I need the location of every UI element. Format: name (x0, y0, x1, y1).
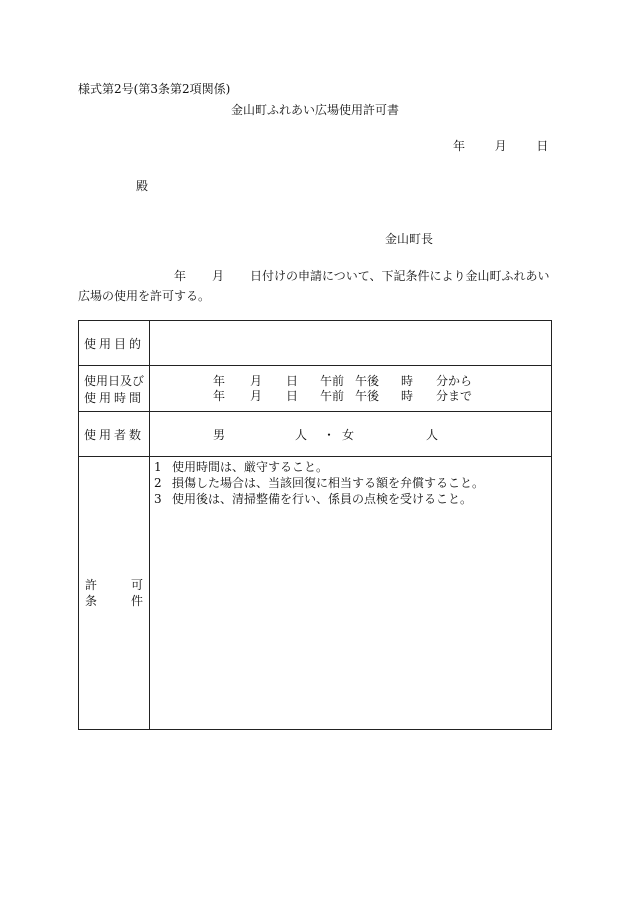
conditions-list (150, 457, 551, 507)
condition-number: 2 (154, 476, 162, 490)
datetime-label-line2: 使用時間 (83, 390, 144, 405)
conditions-label-line1 (85, 577, 143, 593)
conditions-label (79, 457, 150, 730)
users-value (150, 412, 552, 457)
datetime-to (150, 389, 551, 404)
from-year: 年 (213, 373, 226, 388)
purpose-value (150, 321, 552, 366)
issue-date (453, 137, 548, 154)
date-year: 年 (453, 139, 466, 153)
from-minute: 分から (436, 373, 473, 388)
body-text (78, 266, 554, 306)
date-month: 月 (494, 139, 507, 153)
body-month: 月 (212, 269, 225, 283)
condition-item (154, 459, 551, 475)
from-day: 日 (286, 373, 299, 388)
conditions-label-2b: 件 (130, 594, 143, 608)
from-hour: 時 (401, 373, 414, 388)
to-am: 午前 (320, 388, 345, 403)
from-pm: 午後 (355, 373, 380, 388)
conditions-label-1a: 許 (85, 578, 98, 592)
condition-text: 使用時間は、厳守すること。 (172, 460, 329, 474)
users-male-unit: 人 (295, 428, 308, 442)
conditions-label-2a: 条 (85, 594, 98, 608)
from-month: 月 (250, 373, 263, 388)
users-male: 男 (213, 428, 226, 442)
condition-text: 使用後は、清掃整備を行い、係員の点検を受けること。 (172, 492, 473, 506)
document-title: 金山町ふれあい広場使用許可書 (230, 103, 399, 117)
users-row (79, 412, 552, 457)
conditions-label-box (79, 577, 149, 609)
addressee-suffix: 殿 (136, 179, 149, 193)
from-am: 午前 (320, 373, 345, 388)
form-number: 様式第2号(第3条第2項関係) (78, 82, 231, 96)
condition-number: 1 (154, 460, 162, 474)
users-line (150, 426, 551, 442)
to-minute: 分まで (436, 388, 473, 403)
condition-item (154, 475, 551, 491)
permit-table (78, 320, 552, 730)
condition-number: 3 (154, 492, 162, 506)
condition-text: 損傷した場合は、当該回復に相当する額を弁償すること。 (172, 476, 485, 490)
conditions-label-1b: 可 (130, 578, 143, 592)
datetime-label-line1: 使用日及び (83, 373, 144, 388)
to-pm: 午後 (355, 388, 380, 403)
issuer-name: 金山町長 (385, 232, 434, 246)
conditions-label-line2 (85, 593, 143, 609)
datetime-label (79, 366, 150, 412)
users-female-unit: 人 (426, 428, 439, 442)
to-hour: 時 (401, 388, 414, 403)
purpose-row (79, 321, 552, 366)
users-female: 女 (342, 428, 355, 442)
to-month: 月 (250, 388, 263, 403)
to-day: 日 (286, 388, 299, 403)
users-separator: ・ (323, 428, 336, 442)
conditions-value (150, 457, 552, 730)
condition-item (154, 491, 551, 507)
datetime-value (150, 366, 552, 412)
body-year: 年 (174, 269, 187, 283)
to-year: 年 (213, 388, 226, 403)
conditions-row (79, 457, 552, 730)
body-sentence: 日付けの申請について、下記条件により金山町ふれあい広場の使用を許可する。 (78, 269, 550, 303)
datetime-from (150, 374, 551, 389)
purpose-label: 使用目的 (79, 321, 150, 366)
users-label: 使用者数 (79, 412, 150, 457)
datetime-row (79, 366, 552, 412)
date-day: 日 (536, 139, 549, 153)
